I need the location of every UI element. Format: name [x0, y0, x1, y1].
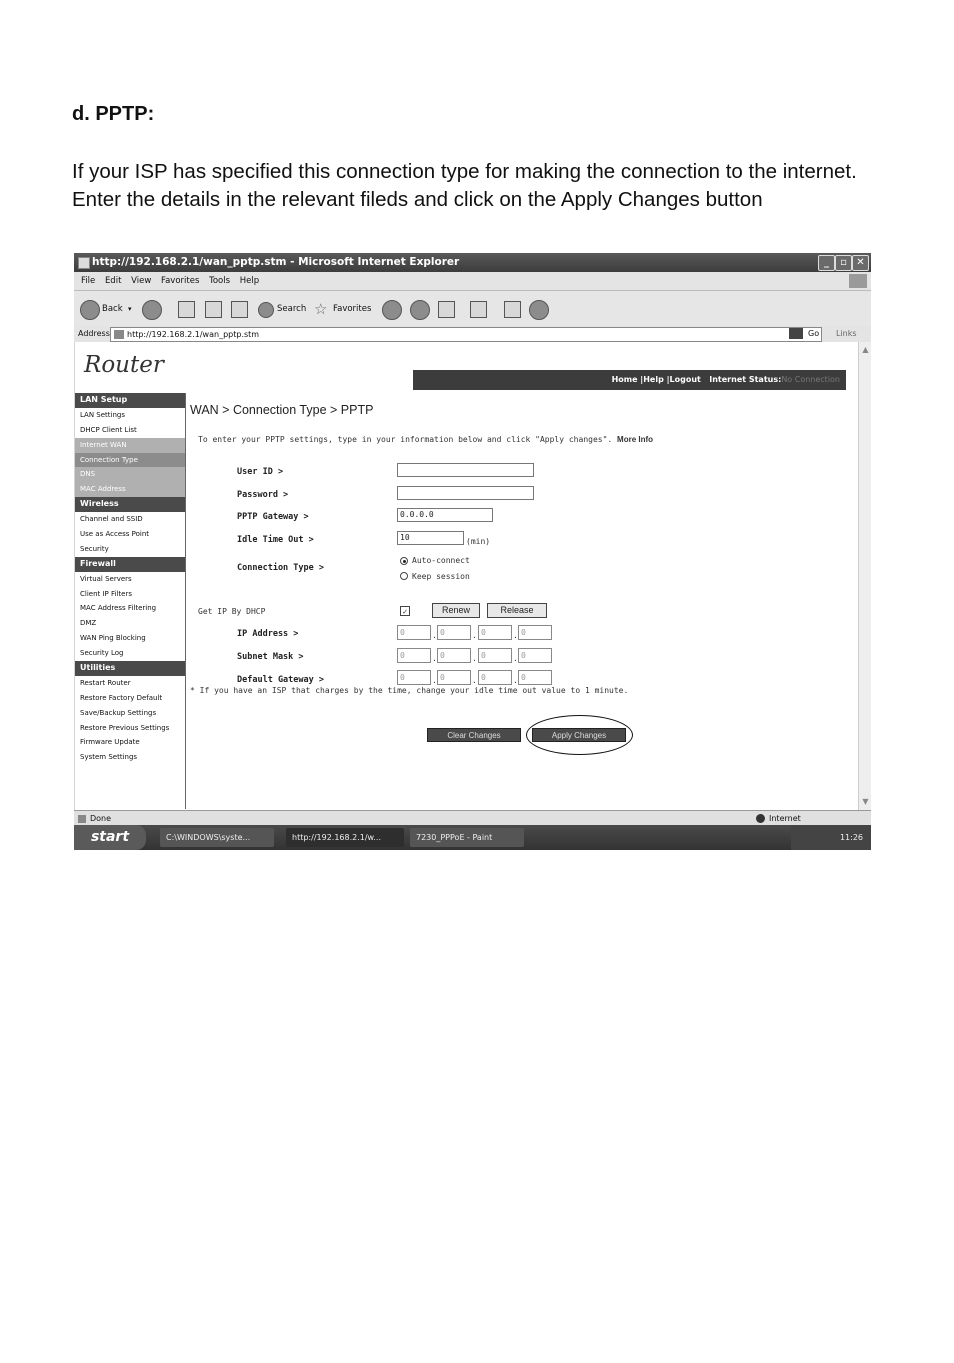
menu-edit[interactable]: Edit: [104, 276, 122, 286]
sidebar-item[interactable]: Firmware Update: [80, 738, 140, 747]
internet-zone-icon: [756, 814, 765, 823]
auto-connect-radio[interactable]: [400, 557, 408, 565]
mail-icon[interactable]: [410, 300, 430, 320]
mask-octet-2[interactable]: 0: [437, 648, 471, 663]
edit-icon[interactable]: [470, 301, 487, 318]
browser-screenshot: [74, 253, 871, 850]
pptp-gateway-input[interactable]: 0.0.0.0: [397, 508, 493, 522]
ip-separator: .: [432, 631, 437, 640]
menu-bar: [74, 272, 871, 290]
menu-view[interactable]: View: [131, 276, 152, 286]
menu-file[interactable]: File: [81, 276, 96, 286]
links-button[interactable]: Links: [836, 329, 857, 338]
menu-tools[interactable]: Tools: [209, 276, 231, 286]
discuss-icon[interactable]: [504, 301, 521, 318]
mask-separator: .: [513, 654, 518, 663]
idle-time-out-input[interactable]: 10: [397, 531, 464, 545]
sidebar-item[interactable]: Connection Type: [75, 453, 185, 468]
maximize-button[interactable]: ▫: [835, 255, 852, 271]
forward-arrow-icon[interactable]: [142, 300, 162, 320]
back-button[interactable]: Back: [102, 304, 123, 314]
mask-separator: .: [472, 654, 477, 663]
pptp-gateway-label: PPTP Gateway >: [237, 512, 309, 522]
instructions: [198, 435, 653, 444]
ip-separator: .: [513, 631, 518, 640]
connection-type-label: Connection Type >: [237, 563, 324, 573]
taskbar-item-paint[interactable]: 7230_PPPoE - Paint: [410, 828, 524, 847]
sidebar-item[interactable]: Use as Access Point: [80, 530, 150, 539]
highlight-circle: [526, 715, 633, 755]
get-ip-by-dhcp-label: Get IP By DHCP: [198, 607, 266, 616]
get-ip-by-dhcp-checkbox[interactable]: ✓: [400, 606, 410, 616]
status-bar: [74, 810, 871, 826]
address-url: http://192.168.2.1/wan_pptp.stm: [127, 330, 260, 339]
favorites-star-icon[interactable]: ☆: [314, 300, 328, 318]
sidebar-item[interactable]: DMZ: [80, 619, 97, 628]
ip-octet-1[interactable]: 0: [397, 625, 431, 640]
idle-time-note: * If you have an ISP that charges by the time, change your idle time out value to 1 minute.: [190, 686, 629, 695]
taskbar-item-cmd[interactable]: C:\WINDOWS\syste...: [160, 828, 274, 847]
ip-separator: .: [472, 631, 477, 640]
user-id-label: User ID >: [237, 467, 284, 477]
keep-session-label: Keep session: [412, 572, 470, 581]
ip-address-label: IP Address >: [237, 629, 299, 639]
sidebar-item[interactable]: Security Log: [80, 649, 124, 658]
sidebar-item[interactable]: LAN Settings: [80, 410, 126, 419]
sidebar-item[interactable]: System Settings: [80, 753, 138, 762]
window-titlebar: [74, 253, 871, 272]
sidebar-item[interactable]: Channel and SSID: [80, 515, 143, 524]
main-panel: [190, 393, 856, 809]
idle-unit: (min): [466, 537, 491, 546]
sidebar-item[interactable]: Save/Backup Settings: [80, 708, 157, 717]
page-icon: [114, 330, 124, 339]
system-tray: [791, 825, 871, 850]
gateway-octet-1[interactable]: 0: [397, 670, 431, 685]
section-heading: d. PPTP:: [72, 103, 155, 125]
sidebar-section-heading: LAN Setup: [75, 393, 185, 408]
gateway-octet-3[interactable]: 0: [478, 670, 512, 685]
menu-favorites[interactable]: Favorites: [160, 276, 200, 286]
sidebar-section-heading: Utilities: [75, 661, 185, 676]
subnet-mask-label: Subnet Mask >: [237, 652, 304, 662]
messenger-icon[interactable]: [529, 300, 549, 320]
apply-changes-button[interactable]: Apply Changes: [532, 728, 626, 742]
favorites-button[interactable]: Favorites: [333, 304, 372, 314]
password-label: Password >: [237, 490, 289, 500]
mask-separator: .: [432, 654, 437, 663]
user-id-input[interactable]: [397, 463, 534, 477]
sidebar-item[interactable]: Internet WAN: [75, 438, 185, 453]
page-breadcrumb: WAN > Connection Type > PPTP: [190, 403, 374, 417]
print-icon[interactable]: [438, 301, 455, 318]
auto-connect-label: Auto-connect: [412, 556, 470, 565]
window-title: http://192.168.2.1/wan_pptp.stm - Microsoft Internet Explorer: [92, 256, 460, 268]
sidebar-item[interactable]: Client IP Filters: [80, 589, 132, 598]
search-button[interactable]: Search: [277, 304, 307, 314]
back-dropdown-icon[interactable]: ▾: [128, 305, 132, 313]
nav-help[interactable]: Help: [643, 375, 664, 384]
idle-time-out-label: Idle Time Out >: [237, 535, 314, 545]
default-gateway-label: Default Gateway >: [237, 675, 324, 685]
sidebar-item[interactable]: Restart Router: [80, 678, 131, 687]
sidebar-item[interactable]: MAC Address Filtering: [80, 604, 157, 613]
password-input[interactable]: [397, 486, 534, 500]
internet-status-value: No Connection: [781, 375, 840, 384]
menu-help[interactable]: Help: [239, 276, 260, 286]
gateway-separator: .: [513, 676, 518, 685]
more-info-link[interactable]: More Info: [617, 435, 654, 444]
clear-changes-button[interactable]: Clear Changes: [427, 728, 521, 742]
status-text: Done: [90, 814, 112, 823]
address-input[interactable]: [110, 327, 822, 342]
stop-icon[interactable]: [178, 301, 195, 318]
gateway-separator: .: [472, 676, 477, 685]
browser-toolbar: [74, 290, 871, 328]
zone-text: Internet: [769, 814, 801, 823]
sidebar-menu: [75, 393, 186, 809]
sidebar-item[interactable]: Virtual Servers: [80, 574, 132, 583]
go-button[interactable]: Go: [808, 329, 820, 338]
close-button[interactable]: ✕: [852, 255, 869, 271]
back-arrow-icon[interactable]: [80, 300, 100, 320]
home-icon[interactable]: [231, 301, 248, 318]
clock: 11:26: [839, 833, 863, 842]
minimize-button[interactable]: _: [818, 255, 835, 271]
internet-status-label: Internet Status:: [709, 375, 782, 384]
release-button[interactable]: Release: [487, 603, 547, 618]
sidebar-item[interactable]: DNS: [75, 467, 185, 482]
intro-paragraph: If your ISP has specified this connection type for making the connection to the internet. Enter the details in the relevant fileds and click on the Apply Changes button: [72, 160, 857, 211]
ip-octet-4[interactable]: 0: [518, 625, 552, 640]
go-arrow-icon[interactable]: [789, 328, 803, 339]
start-button[interactable]: start: [74, 825, 146, 850]
ip-octet-3[interactable]: 0: [478, 625, 512, 640]
nav-logout[interactable]: Logout: [669, 375, 701, 384]
windows-taskbar: [74, 825, 871, 850]
scroll-down-icon[interactable]: ▼: [862, 797, 869, 806]
sidebar-item[interactable]: MAC Address: [75, 482, 185, 497]
gateway-octet-4[interactable]: 0: [518, 670, 552, 685]
sidebar-item[interactable]: Security: [80, 544, 109, 553]
renew-button[interactable]: Renew: [432, 603, 480, 618]
search-icon[interactable]: [258, 302, 274, 318]
vertical-scrollbar[interactable]: [858, 342, 871, 810]
windows-flag-icon: [849, 274, 867, 288]
ie-icon: [78, 257, 90, 269]
sidebar-item[interactable]: DHCP Client List: [80, 425, 137, 434]
gateway-separator: .: [432, 676, 437, 685]
taskbar-item-browser[interactable]: http://192.168.2.1/w...: [286, 828, 404, 847]
refresh-icon[interactable]: [205, 301, 222, 318]
ip-octet-2[interactable]: 0: [437, 625, 471, 640]
instructions-text: To enter your PPTP settings, type in your information below and click "Apply changes".: [198, 435, 613, 444]
address-label: Address: [78, 329, 110, 338]
history-icon[interactable]: [382, 300, 402, 320]
top-nav: Home |Help |Logout Internet Status:No Connection: [413, 370, 846, 390]
sidebar-section-heading: Wireless: [75, 497, 185, 512]
scroll-up-icon[interactable]: ▲: [862, 345, 869, 354]
keep-session-radio[interactable]: [400, 572, 408, 580]
mask-octet-4[interactable]: 0: [518, 648, 552, 663]
sidebar-section-heading: Firewall: [75, 557, 185, 572]
router-logo: Router: [84, 352, 164, 378]
mask-octet-3[interactable]: 0: [478, 648, 512, 663]
address-bar: [74, 326, 871, 342]
nav-home[interactable]: Home: [611, 375, 638, 384]
router-page: [75, 342, 858, 810]
gateway-octet-2[interactable]: 0: [437, 670, 471, 685]
sidebar-item[interactable]: WAN Ping Blocking: [80, 634, 146, 643]
sidebar-item[interactable]: Restore Factory Default: [80, 693, 163, 702]
sidebar-item[interactable]: Restore Previous Settings: [80, 723, 170, 732]
page-status-icon: [78, 815, 86, 823]
mask-octet-1[interactable]: 0: [397, 648, 431, 663]
